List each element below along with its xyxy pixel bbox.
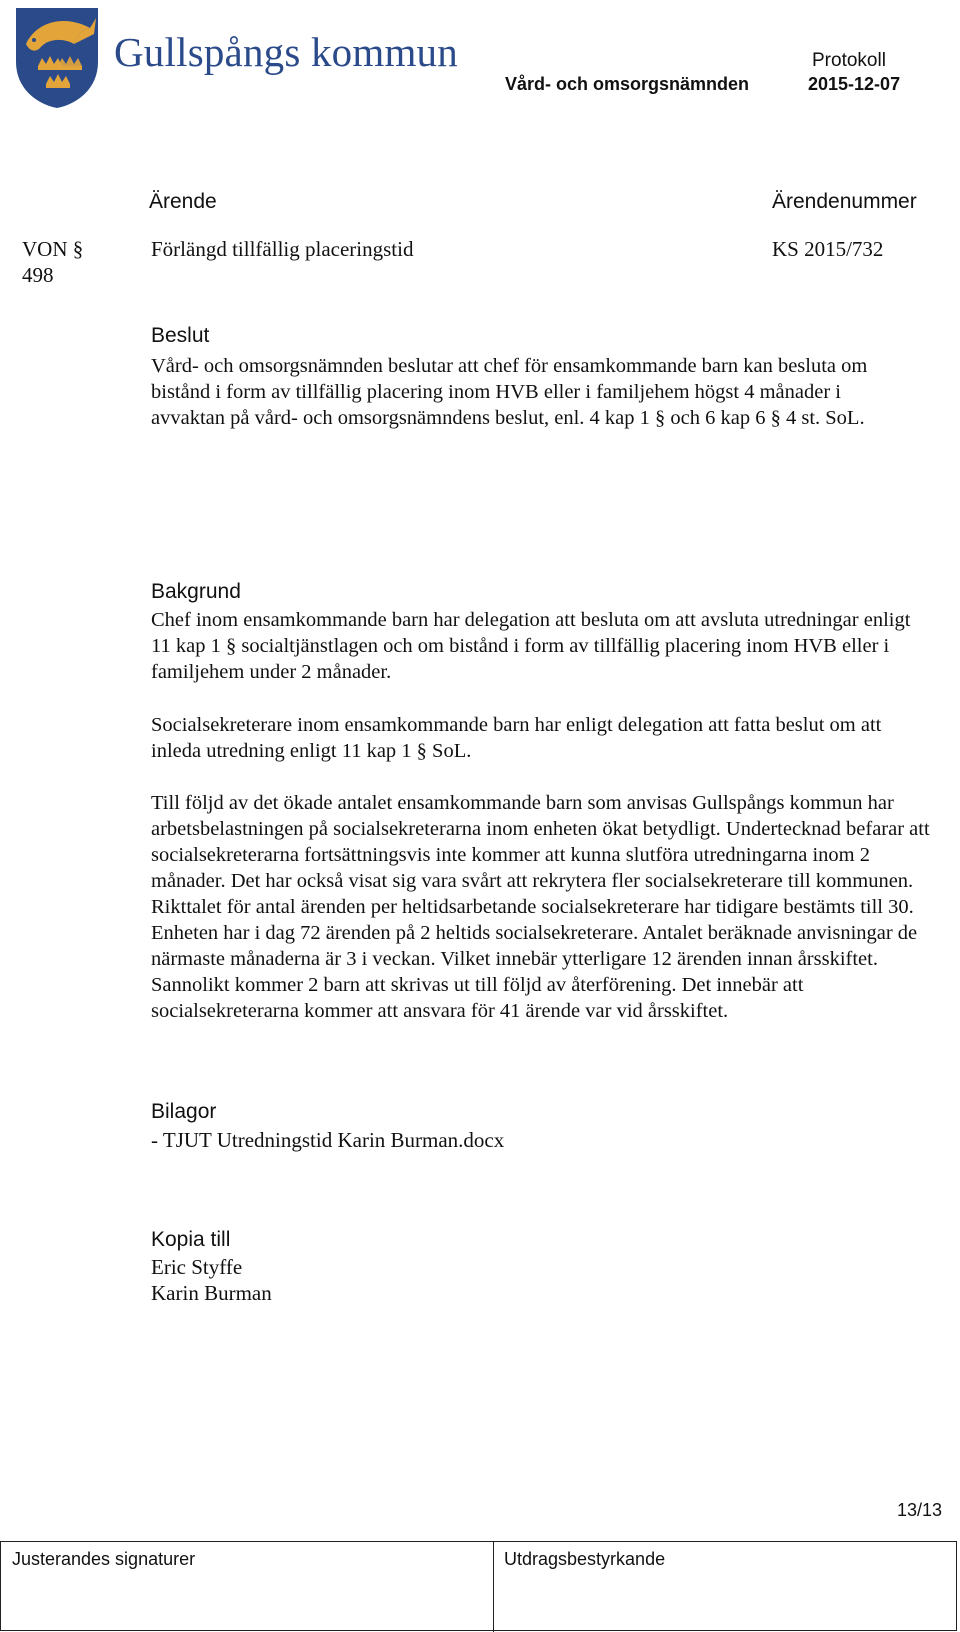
copy-recipient: Karin Burman [151,1281,272,1305]
document-date: 2015-12-07 [808,74,901,94]
decision-line: bistånd i form av tillfällig placering inom HVB eller i familjehem högst 4 månader i [151,381,841,403]
committee-name: Vård- och omsorgsnämnden [505,74,750,94]
decision-line: Vård- och omsorgsnämnden beslutar att chef för ensamkommande barn kan besluta om [151,355,868,377]
background-heading: Bakgrund [151,580,241,603]
case-title: Förlängd tillfällig placeringstid [151,237,414,261]
background-paragraph: Socialsekreterare inom ensamkommande barn har enligt delegation att fatta beslut om att inleda utredning enligt 11 kap 1 § SoL. [151,714,882,762]
signatures-label: Justerandes signaturer [12,1549,196,1569]
decision-text [151,353,931,431]
page-number: 13/13 [897,1500,943,1520]
decision-heading: Beslut [151,324,210,347]
case-number-heading: Ärendenummer [772,190,917,213]
organization-name: Gullspångs kommun [114,29,458,75]
attachment-item: - TJUT Utredningstid Karin Burman.docx [151,1128,505,1152]
case-number: KS 2015/732 [772,237,884,261]
case-heading: Ärende [149,190,217,213]
document-type: Protokoll [812,50,886,71]
copy-to-heading: Kopia till [151,1228,231,1251]
background-paragraph: Till följd av det ökade antalet ensamkommande barn som anvisas Gullspångs kommun har arbetsbelastningen på socialsekreterarna inom enheten ökat betydligt. Undertecknad befarar att socialsekreterarna fortsättningsvis inte kommer att kunna slutföra utredningarna inom 2 månader. Det har också visat sig vara svårt att rekrytera fler socialsekreterare till kommunen. Rikttalet för antal ärenden per heltidsarbetande socialsekreterare har tidigare bestämts till 30. Enheten har i dag 72 ärenden på 2 heltids socialsekreterare. Antalet beräknade anvisningar de närmaste månaderna är 3 i veckan. Vilket innebär ytterligare 12 ärenden innan årsskiftet. Sannolikt kommer 2 barn att skrivas ut till följd av återförening. Det innebär att socialsekreterarna kommer att ansvara för 41 ärende var vid årsskiftet. [151,792,930,1022]
extract-certification-label: Utdragsbestyrkande [504,1549,666,1569]
copy-recipient: Eric Styffe [151,1255,243,1279]
attachments-heading: Bilagor [151,1100,217,1123]
decision-line: avvaktan på vård- och omsorgsnämndens beslut, enl. 4 kap 1 § och 6 kap 6 § 4 st. SoL. [151,407,865,429]
background-paragraph: Chef inom ensamkommande barn har delegation att besluta om att avsluta utredningar enligt 11 kap 1 § socialtjänstlagen och om bistånd i form av tillfällig placering inom HVB eller i familjehem under 2 månader. [151,609,911,683]
paragraph-id: VON § [22,237,84,261]
paragraph-number: 498 [22,263,54,287]
signature-box-divider [493,1541,494,1632]
municipality-coat-of-arms-logo [12,4,102,110]
